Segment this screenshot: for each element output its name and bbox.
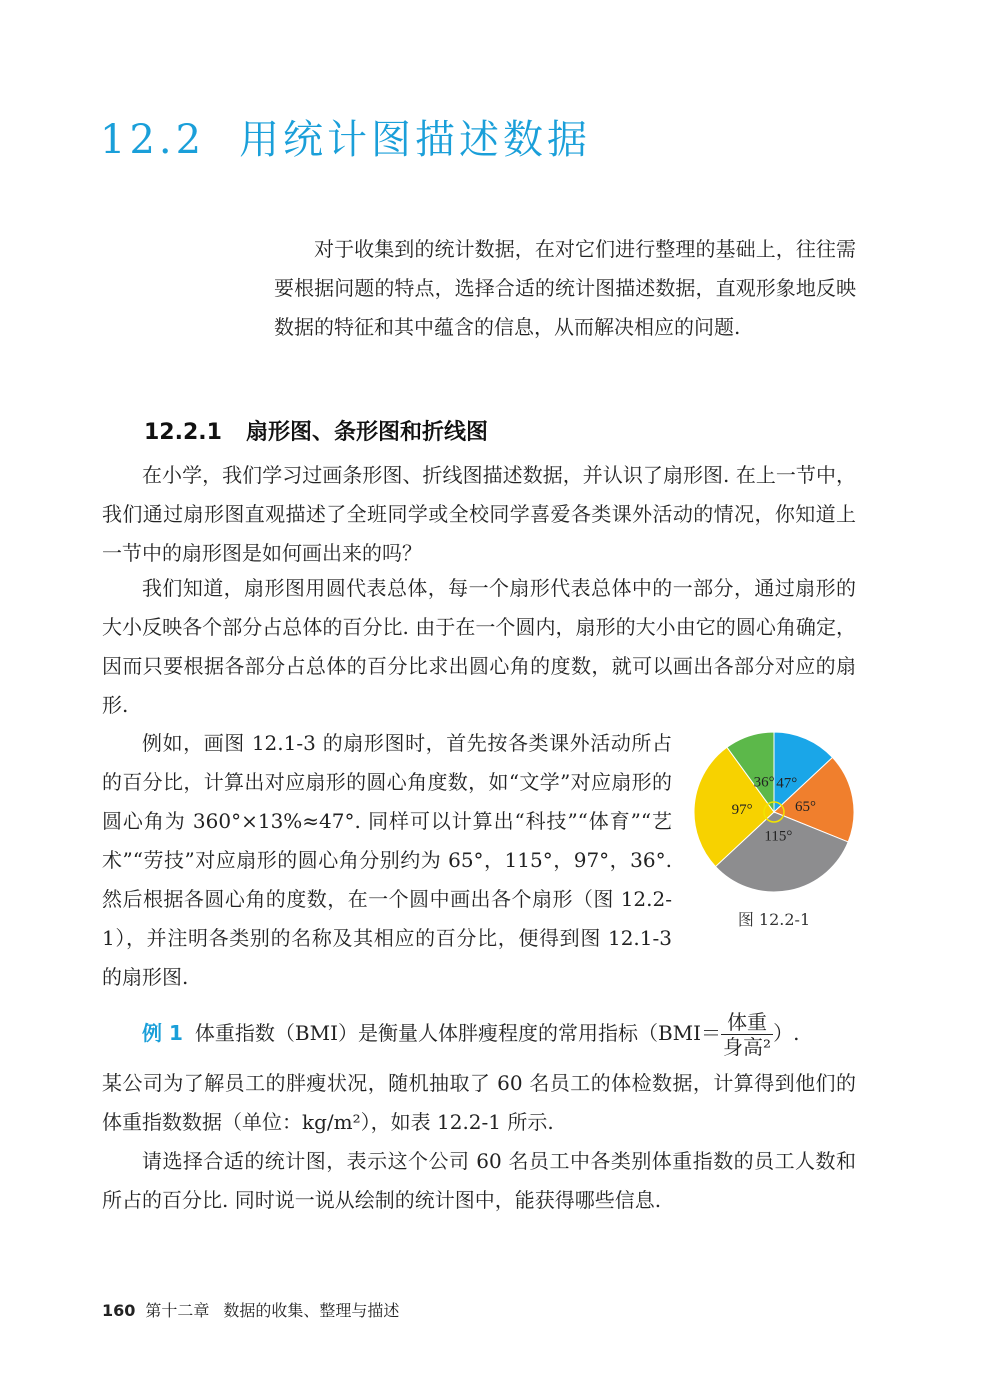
paragraph-3: 例如，画图 12.1-3 的扇形图时，首先按各类课外活动所占的百分比，计算出对应扇形的圆心角度数，如“文学”对应扇形的圆心角为 360°×13%≈47°. 同样可以计算出“科技”“体育”“艺术”“劳技”对应扇形的圆心角分别约为 65°，115°，97°，36°. 然后根据各圆心角的度数，在一个圆中画出各个扇形（图 12.2-1），并注明各类别的名称及其相应的百分比，便得到图 12.1-3 的扇形图. — [102, 731, 672, 989]
bmi-fraction — [721, 1010, 773, 1059]
page-footer — [102, 1298, 399, 1321]
pie-figure — [690, 728, 858, 938]
section-title: 用统计图描述数据 — [239, 117, 592, 163]
pie-slice-label: 36° — [753, 774, 775, 791]
paragraph-5: 某公司为了解员工的胖瘦状况，随机抽取了 60 名员工的体检数据，计算得到他们的体重指数数据（单位：kg/m²），如表 12.2-1 所示. — [102, 1071, 856, 1134]
fraction-denominator: 身高² — [723, 1035, 772, 1059]
chapter-title: 数据的收集、整理与描述 — [223, 1301, 400, 1320]
subsection-heading — [144, 415, 488, 446]
subsection-number: 12.2.1 — [144, 420, 222, 445]
page-number: 160 — [102, 1301, 136, 1320]
intro-paragraph: 对于收集到的统计数据，在对它们进行整理的基础上，往往需要根据问题的特点，选择合适的统计图描述数据，直观形象地反映数据的特征和其中蕴含的信息，从而解决相应的问题. — [274, 237, 856, 339]
paragraph-1: 在小学，我们学习过画条形图、折线图描述数据，并认识了扇形图. 在上一节中，我们通过扇形图直观描述了全班同学或全校同学喜爱各类课外活动的情况，你知道上一节中的扇形图是如何画出来的吗？ — [102, 463, 856, 565]
example-text-end: ）. — [773, 1021, 800, 1045]
pie-slice-label: 115° — [764, 828, 793, 845]
figure-caption: 图 12.2-1 — [737, 910, 811, 929]
section-number: 12.2 — [100, 117, 206, 163]
example-paragraph — [102, 1010, 856, 1059]
pie-slice-label: 47° — [776, 775, 798, 792]
pie-slice-label: 65° — [794, 799, 816, 816]
fraction-numerator: 体重 — [721, 1010, 773, 1035]
pie-slice-label: 97° — [731, 801, 753, 818]
example-text: 体重指数（BMI）是衡量人体胖瘦程度的常用指标（BMI＝ — [194, 1021, 722, 1045]
pie-chart — [690, 728, 858, 896]
paragraph-6: 请选择合适的统计图，表示这个公司 60 名员工中各类别体重指数的员工人数和所占的百分比. 同时说一说从绘制的统计图中，能获得哪些信息. — [102, 1149, 856, 1212]
paragraph-2: 我们知道，扇形图用圆代表总体，每一个扇形代表总体中的一部分，通过扇形的大小反映各个部分占总体的百分比. 由于在一个圆内，扇形的大小由它的圆心角确定，因而只要根据各部分占总体的百分比求出圆心角的度数，就可以画出各部分对应的扇形. — [102, 576, 856, 717]
example-label: 例 1 — [142, 1021, 183, 1045]
section-heading — [100, 108, 591, 165]
subsection-title: 扇形图、条形图和折线图 — [245, 420, 488, 445]
chapter-label: 第十二章 — [145, 1301, 210, 1320]
